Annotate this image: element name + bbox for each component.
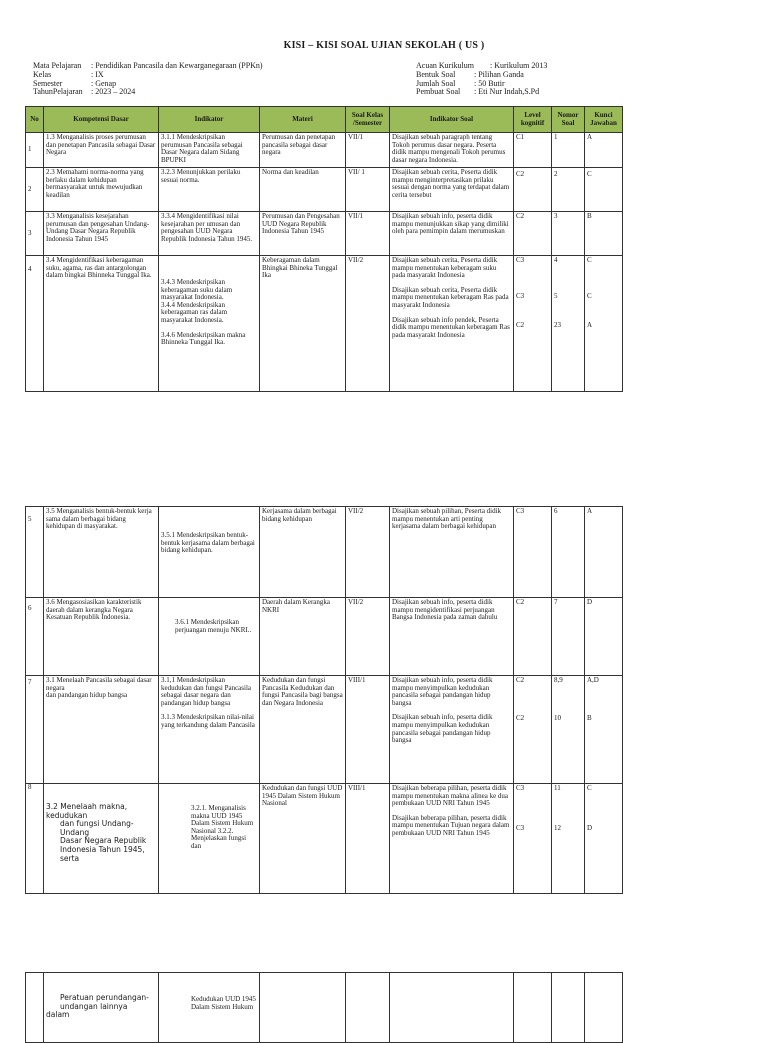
level-cell — [514, 973, 552, 1043]
level-cell — [514, 676, 552, 784]
indikator-item: 3.6.1 Mendeskripsikan perjuangan menuju NKRI.. — [175, 618, 252, 634]
kd-line: dan fungsi Undang-Undang — [60, 819, 134, 837]
kelas-cell: VII/2 — [346, 507, 390, 598]
nomor-cell: 6 — [552, 507, 585, 598]
soal-item: Disajikan beberapa pilihan, peserta didik mampu menentukan makna alinea ke dua pembukaan UUD NRI Tahun 1945 — [392, 784, 509, 808]
kunci-value: C — [587, 784, 592, 792]
header-materi: Materi — [260, 107, 346, 133]
indikator-item: 3.4.3 Mendeskripsikan keberagaman suku dalam masyarakat Indonesia. — [161, 278, 233, 302]
kelas-cell: VIII/1 — [346, 676, 390, 784]
meta-author — [416, 88, 547, 97]
indikator-item: 3.1.3 Mendeskripsikan nilai-nilai yang terkandung dalam Pancasila — [161, 713, 255, 729]
nomor-value: 11 — [554, 784, 561, 792]
header-no: No — [26, 107, 44, 133]
level-value: C2 — [516, 676, 525, 684]
table-row — [26, 598, 623, 676]
kelas-cell: VII/2 — [346, 598, 390, 676]
kunci-value: D — [587, 823, 593, 832]
row-number: 3 — [26, 212, 44, 256]
indikator-item: 3.4.4 Mendeskripsikan keberagaman ras dalam masyarakat Indonesia. — [161, 300, 228, 324]
kd-line: Dasar Negara Republik Indonesia Tahun 1945, serta — [60, 836, 147, 863]
indikator-soal-cell — [390, 256, 514, 392]
header-indikator: Indikator — [159, 107, 260, 133]
indikator-soal-cell: Disajikan sebuah cerita, Peserta didik mampu menginterpretasikan prilaku sesuai dengan norma yang terdapat dalam cerita tersebut — [390, 168, 514, 212]
level-cell: C2 — [514, 598, 552, 676]
indikator-cell — [159, 598, 260, 676]
indikator-soal-cell: Disajikan sebuah pilihan, Peserta didik mampu menentukan arti penting kerjasama dalam berbagai kehidupan — [390, 507, 514, 598]
kisi-table-2 — [25, 506, 623, 894]
soal-item: Disajikan sebuah cerita, Peserta didik mampu menentukan keberagam suku pada masyarakt Indonesia — [392, 256, 498, 280]
indikator-soal-cell: Disajikan sebuah paragraph tentang Tokoh perumus dasar negara. Peserta didik mampu mengenali Tokoh perumus dasar negara Indonesia. — [390, 133, 514, 168]
indikator-item: 3.1,1 Mendeskripsikan kedudukan dan fungsi Pancasila sebagai dasar negara dan pandangan hidup bangsa — [161, 676, 252, 707]
level-value: C2 — [516, 321, 525, 330]
kunci-value: C — [587, 291, 592, 300]
meta-key: Pembuat Soal — [416, 87, 461, 97]
indikator-soal-cell — [390, 973, 514, 1043]
materi-cell: Kedudukan dan fungsi UUD 1945 Dalam Sistem Hukum Nasional — [260, 784, 346, 894]
meta-right — [416, 62, 547, 97]
level-cell: C2 — [514, 168, 552, 212]
nomor-cell: 1 — [552, 133, 585, 168]
level-cell: C1 — [514, 133, 552, 168]
header-kunci: Kunci Jawaban — [585, 107, 623, 133]
kd-line: dan pandangan hidup bangsa — [46, 691, 128, 700]
meta-value: : 2023 – 2024 — [91, 87, 136, 97]
level-cell: C2 — [514, 212, 552, 256]
nomor-value: 23 — [554, 321, 561, 330]
indikator-cell: 3.1.1 Mendeskripsikan perumusan Pancasila sebagai Dasar Negara dalam Sidang BPUPKI — [159, 133, 260, 168]
kd-line: Peratuan perundangan-undangan lainnya — [60, 993, 149, 1011]
nomor-cell — [552, 784, 585, 894]
kunci-cell: A — [585, 507, 623, 598]
indikator-item: 3.5.1 Mendeskripsikan bentuk-bentuk kerjasama dalam berbagai bidang kehidupan. — [161, 531, 255, 555]
indikator-cell — [159, 784, 260, 894]
kd-cell — [44, 256, 159, 392]
level-value: C3 — [516, 823, 525, 832]
kunci-value: A,D — [587, 676, 599, 684]
page-title: KISI – KISI SOAL UJIAN SEKOLAH ( US ) — [283, 40, 485, 51]
meta-class — [33, 71, 263, 80]
materi-cell: Kedudukan dan fungsi Pancasila Kedudukan dan fungsi Pancasila bagi bangsa dan Negara Indonesia — [260, 676, 346, 784]
row-number: 2 — [26, 168, 44, 212]
soal-item: Disajikan sebuah info pendek, Peserta didik mampu menentukan keberagam Ras pada masyarakt Indonesia — [392, 315, 510, 339]
level-cell: C3 — [514, 507, 552, 598]
materi-cell: Perumusan dan Pengesahan UUD Negara Republik Indonesia Tahun 1945 — [260, 212, 346, 256]
level-value: C3 — [516, 291, 525, 300]
soal-item: Disajikan sebuah cerita, Peserta didik mampu menentukan keberagam Ras pada masyarakt Indonesia — [392, 285, 509, 309]
meta-key: Bentuk Soal — [416, 69, 456, 79]
soal-item: Disajikan sebuah info, peserta didik mampu menyimpulkan kedudukan pancasila sebagai pandangan hidup bangsa — [392, 713, 493, 745]
materi-cell: Keberagaman dalam Bhingkai Bhineka Tunggal Ika — [260, 256, 346, 392]
level-cell — [514, 256, 552, 392]
indikator-item: 3.2.1. Menganalisis makna UUD 1945 Dalam Sistem Hukum Nasional 3.2.2. Menjelaskan fungsi dan — [191, 804, 254, 850]
kd-cell: 1.3 Menganalisis proses perumusan dan penetapan Pancasila sebagai Dasar Negara — [44, 133, 159, 168]
table-row — [26, 676, 623, 784]
indikator-soal-cell: Disajikan sebuah info, peserta didik mampu menunjukkan sikap yang dimiliki oleh para pemimpin dalam merumuskan — [390, 212, 514, 256]
kd-line: suku, agama, ras dan antargolongan dalam bingkai Bhinneka Tunggal Ika. — [46, 263, 152, 280]
kd-line: 3.4 Mengidentifikasi keberagaman — [46, 256, 144, 264]
soal-item: Disajikan beberapa pilihan, peserta didik mampu menentukan Tujuan negara dalam pembukaan UUD NRI Tahun 1945 — [392, 813, 510, 837]
meta-value: : Genap — [91, 78, 117, 88]
materi-cell: Perumusan dan penetapan pancasila sebagai dasar negara — [260, 133, 346, 168]
kelas-cell — [346, 973, 390, 1043]
row-number: 7 — [26, 676, 44, 784]
nomor-cell — [552, 973, 585, 1043]
nomor-cell: 2 — [552, 168, 585, 212]
nomor-value: 10 — [554, 713, 561, 722]
row-number: 1 — [26, 133, 44, 168]
kd-line: 3.5 Menganalisis bentuk-bentuk kerja — [46, 507, 152, 515]
meta-key: Kelas — [33, 69, 52, 79]
kelas-cell: VII/2 — [346, 256, 390, 392]
kunci-cell: A — [585, 133, 623, 168]
kunci-cell: B — [585, 212, 623, 256]
kelas-cell: VIII/1 — [346, 784, 390, 894]
kunci-cell — [585, 256, 623, 392]
kunci-cell: C — [585, 168, 623, 212]
kd-cell — [44, 973, 159, 1043]
nomor-cell: 7 — [552, 598, 585, 676]
kisi-table-1 — [25, 106, 623, 392]
kelas-cell: VII/1 — [346, 212, 390, 256]
nomor-cell — [552, 256, 585, 392]
nomor-value: 5 — [554, 291, 558, 300]
table-row — [26, 168, 623, 212]
level-cell — [514, 784, 552, 894]
kunci-cell: D — [585, 598, 623, 676]
meta-left — [33, 62, 263, 97]
table-row — [26, 784, 623, 894]
level-value: C3 — [516, 256, 525, 264]
table-row — [26, 507, 623, 598]
kd-line: sama dalam berbagai bidang kehidupan di masyarakat. — [46, 514, 126, 531]
header-indikator-soal: Indikator Soal — [390, 107, 514, 133]
nomor-value: 8,9 — [554, 676, 563, 684]
meta-year — [33, 88, 263, 97]
indikator-cell — [159, 507, 260, 598]
indikator-cell — [159, 676, 260, 784]
header-nomor: Nomor Soal — [552, 107, 585, 133]
kunci-cell — [585, 676, 623, 784]
kd-cell: 3.3 Menganalisis kesejarahan perumusan dan pengesahan Undang-Undang Dasar Negara Republik Indonesia Tahun 1945 — [44, 212, 159, 256]
table-header-row — [26, 107, 623, 133]
kunci-value: A — [587, 321, 593, 330]
indikator-cell: 3.2.3 Menunjukkan perilaku sesuai norma. — [159, 168, 260, 212]
row-number: 6 — [26, 598, 44, 676]
materi-cell: Norma dan keadilan — [260, 168, 346, 212]
materi-cell: Kerjasama dalam berbagai bidang kehidupan — [260, 507, 346, 598]
header-kompetensi-dasar: Kompetensi Dasar — [44, 107, 159, 133]
kd-line: 3.2 Menelaah makna, kedudukan — [46, 802, 128, 820]
kelas-cell: VII/ 1 — [346, 168, 390, 212]
kd-cell — [44, 676, 159, 784]
row-number: 8 — [26, 784, 44, 894]
row-number — [26, 973, 44, 1043]
header-kelas-semester: Soal Kelas /Semester — [346, 107, 390, 133]
materi-cell — [260, 973, 346, 1043]
indikator-soal-cell — [390, 784, 514, 894]
nomor-value: 12 — [554, 823, 561, 832]
level-value: C3 — [516, 784, 525, 792]
kd-cell — [44, 784, 159, 894]
meta-key: Mata Pelajaran — [33, 61, 82, 70]
nomor-cell: 3 — [552, 212, 585, 256]
kd-cell: 2.3 Memahami norma-norma yang berlaku dalam kehidupan bermasyarakat untuk mewujudkan keadilan — [44, 168, 159, 212]
kisi-table-3 — [25, 972, 623, 1043]
meta-key: TahunPelajaran — [33, 87, 83, 97]
table-row — [26, 212, 623, 256]
table-row — [26, 256, 623, 392]
indikator-soal-cell — [390, 676, 514, 784]
meta-subject — [33, 62, 263, 71]
materi-cell: Daerah dalam Kerangka NKRI — [260, 598, 346, 676]
nomor-value: 4 — [554, 256, 558, 264]
indikator-cell — [159, 973, 260, 1043]
kunci-cell — [585, 784, 623, 894]
row-number: 4 — [26, 256, 44, 392]
kd-cell: 3.6 Mengasosiasikan karakteristik daerah dalam kerangka Negara Kesatuan Republik Indonesia. — [44, 598, 159, 676]
indikator-item: Kedudukan UUD 1945 Dalam Sistem Hukum — [191, 995, 256, 1011]
kd-cell — [44, 507, 159, 598]
kunci-cell — [585, 973, 623, 1043]
kunci-value: B — [587, 713, 592, 722]
indikator-cell — [159, 256, 260, 392]
header-level: Level kognitif — [514, 107, 552, 133]
meta-value: : Kurikulum 2013 — [490, 61, 548, 70]
nomor-cell — [552, 676, 585, 784]
level-value: C2 — [516, 713, 525, 722]
meta-value: : Pilihan Ganda — [474, 69, 524, 79]
meta-value: : 50 Butir — [474, 78, 505, 88]
indikator-soal-cell: Disajikan sebuah info, peserta didik mampu mengidentifikasi perjuangan Bangsa Indonesia pada zaman dahulu — [390, 598, 514, 676]
table-row — [26, 133, 623, 168]
row-number: 5 — [26, 507, 44, 598]
soal-item: Disajikan sebuah info, peserta didik mampu menyimpulkan kedudukan pancasila sebagai pandangan hidup bangsa — [392, 676, 493, 707]
indikator-item: 3.4.6 Mendeskripsikan makna Bhinneka Tunggal Ika. — [161, 330, 246, 347]
kelas-cell: VII/1 — [346, 133, 390, 168]
meta-value: : IX — [91, 69, 104, 79]
indikator-cell: 3.3.4 Mengidentifikasi nilai kesejarahan per umusan dan pengesahan UUD Negara Republik Indonesia Tahun 1945. — [159, 212, 260, 256]
meta-value: : Eti Nur Indah,S.Pd — [474, 87, 540, 97]
meta-key: Semester — [33, 78, 63, 88]
table-row — [26, 973, 623, 1043]
meta-key: Acuan Kurikulum — [416, 61, 474, 70]
kd-line: 3.1 Menelaah Pancasila sebagai dasar negara — [46, 676, 152, 692]
kunci-value: C — [587, 256, 592, 264]
meta-value: : Pendidikan Pancasila dan Kewarganegaraan (PPKn) — [91, 61, 263, 70]
kd-line: dalam — [46, 1010, 70, 1020]
meta-key: Jumlah Soal — [416, 78, 456, 88]
